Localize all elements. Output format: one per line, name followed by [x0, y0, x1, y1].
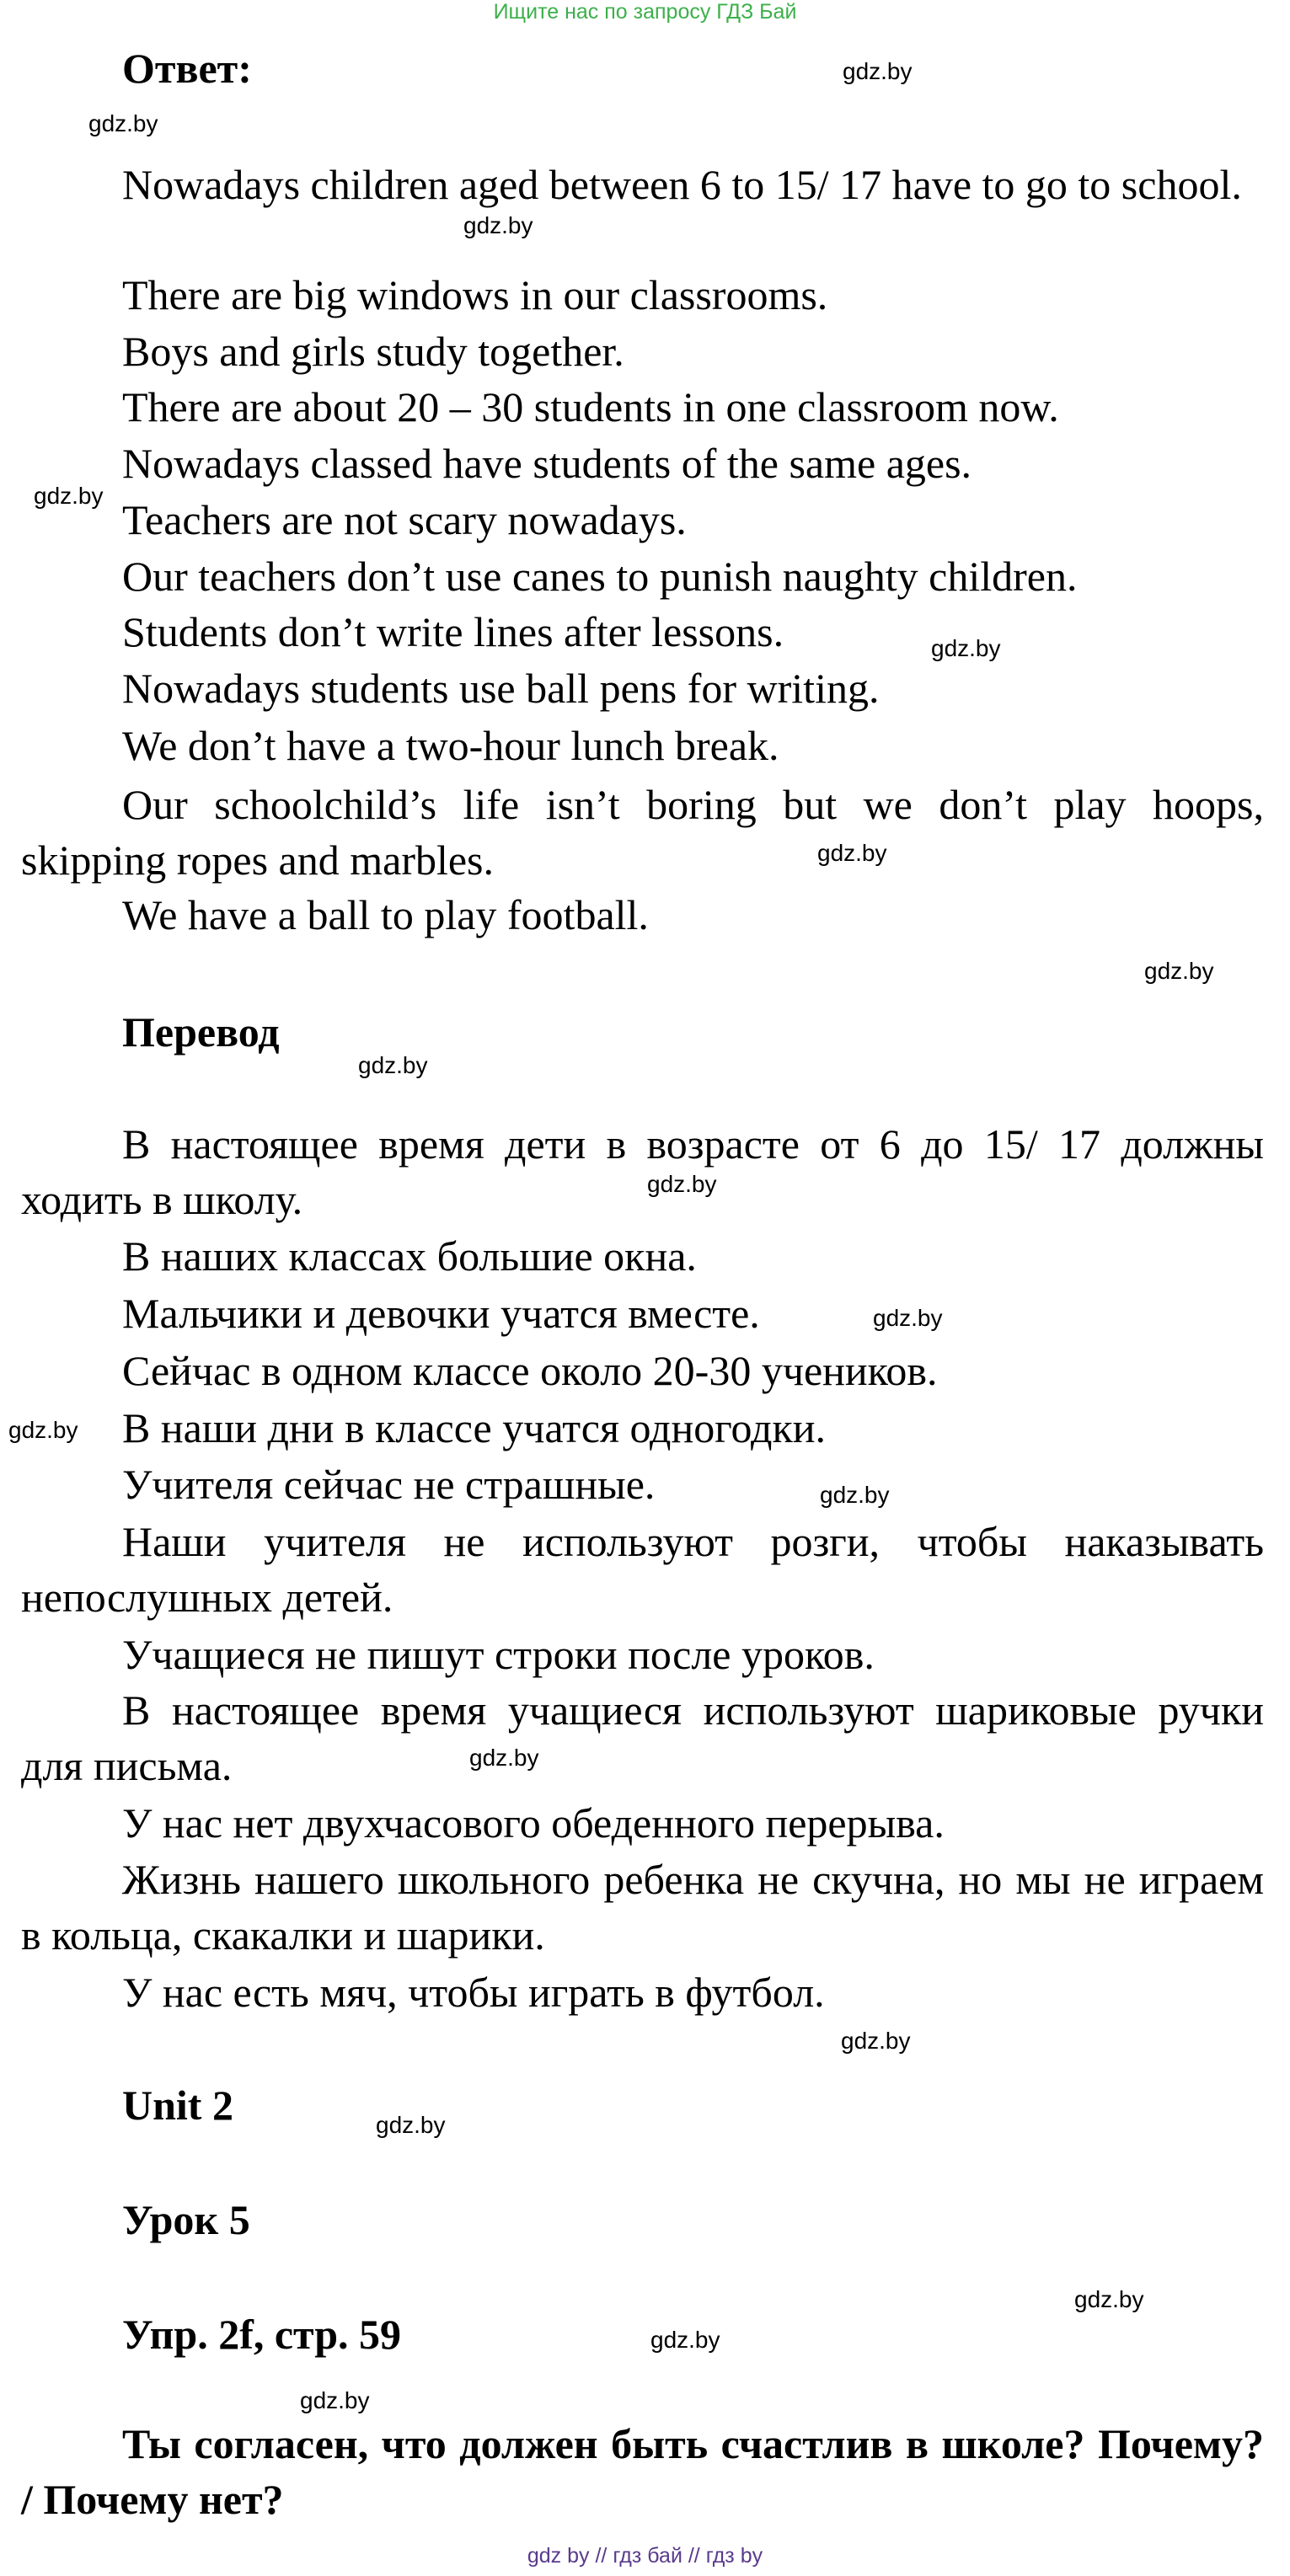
translation-sentence-5: В наши дни в классе учатся одногодки.	[122, 1404, 827, 1451]
watermark-text: gdz.by	[820, 1482, 890, 1508]
watermark-text: gdz.by	[650, 2327, 720, 2353]
answer-sentence-6: Teachers are not scary nowadays.	[122, 496, 687, 543]
answer-sentence-1: Nowadays children aged between 6 to 15/ 17 have to go to school.	[122, 161, 1242, 208]
watermark-text: gdz.by	[1074, 2286, 1144, 2312]
watermark-text: gdz.by	[873, 1305, 943, 1331]
translation-heading: Перевод	[122, 1008, 280, 1056]
watermark-text: gdz.by	[88, 110, 158, 136]
translation-sentence-12: У нас есть мяч, чтобы играть в футбол.	[122, 1969, 825, 2016]
translation-sentence-11: Жизнь нашего школьного ребенка не скучна, но мы не играем в кольца, скакалки и шарики.	[21, 1856, 1264, 1959]
watermark-text: gdz.by	[1144, 958, 1214, 984]
translation-sentence-1: В настоящее время дети в возрасте от 6 до 15/ 17 должны ходить в школу.	[21, 1120, 1264, 1223]
answer-sentence-3: Boys and girls study together.	[122, 328, 624, 375]
answer-sentence-9: Nowadays students use ball pens for writing.	[122, 665, 880, 712]
top-banner[interactable]: Ищите нас по запросу ГДЗ Бай	[493, 0, 797, 24]
watermark-text: gdz.by	[843, 58, 913, 84]
answer-sentence-11: Our schoolchild’s life isn’t boring but we don’t play hoops, skipping ropes and marbles.	[21, 781, 1264, 884]
answer-sentence-2: There are big windows in our classrooms.	[122, 271, 828, 318]
unit-heading: Unit 2	[122, 2082, 233, 2129]
translation-sentence-10: У нас нет двухчасового обеденного перерыва.	[122, 1799, 945, 1846]
watermark-text: gdz.by	[463, 212, 533, 238]
answer-sentence-10: We don’t have a two-hour lunch break.	[122, 722, 779, 769]
bottom-banner[interactable]: gdz by // гдз бай // гдз by	[527, 2544, 763, 2568]
watermark-text: gdz.by	[358, 1052, 428, 1078]
answer-heading: Ответ:	[122, 45, 252, 92]
translation-sentence-9: В настоящее время учащиеся используют шариковые ручки для письма.	[21, 1686, 1264, 1789]
answer-sentence-7: Our teachers don’t use canes to punish naughty children.	[122, 553, 1078, 600]
watermark-text: gdz.by	[817, 840, 887, 866]
translation-sentence-8: Учащиеся не пишут строки после уроков.	[122, 1631, 875, 1678]
answer-sentence-5: Nowadays classed have students of the same ages.	[122, 440, 972, 487]
watermark-text: gdz.by	[300, 2387, 370, 2413]
watermark-text: gdz.by	[34, 483, 104, 509]
answer-sentence-4: There are about 20 – 30 students in one classroom now.	[122, 383, 1059, 430]
watermark-text: gdz.by	[931, 635, 1001, 661]
translation-sentence-4: Сейчас в одном классе около 20-30 учеников.	[122, 1347, 938, 1394]
translation-sentence-3: Мальчики и девочки учатся вместе.	[122, 1290, 760, 1337]
translation-sentence-6: Учителя сейчас не страшные.	[122, 1461, 656, 1508]
question-text: Ты согласен, что должен быть счастлив в школе? Почему? / Почему нет?	[21, 2420, 1264, 2523]
answer-sentence-12: We have a ball to play football.	[122, 891, 649, 938]
translation-sentence-2: В наших классах большие окна.	[122, 1232, 697, 1280]
watermark-text: gdz.by	[469, 1745, 539, 1771]
answer-sentence-8: Students don’t write lines after lessons.	[122, 608, 784, 655]
watermark-text: gdz.by	[376, 2112, 446, 2138]
watermark-text: gdz.by	[8, 1417, 78, 1443]
exercise-heading: Упр. 2f, стр. 59	[122, 2311, 402, 2358]
watermark-text: gdz.by	[647, 1171, 717, 1197]
watermark-text: gdz.by	[841, 2028, 911, 2054]
translation-sentence-7: Наши учителя не используют розги, чтобы наказывать непослушных детей.	[21, 1518, 1264, 1621]
lesson-heading: Урок 5	[122, 2196, 250, 2243]
